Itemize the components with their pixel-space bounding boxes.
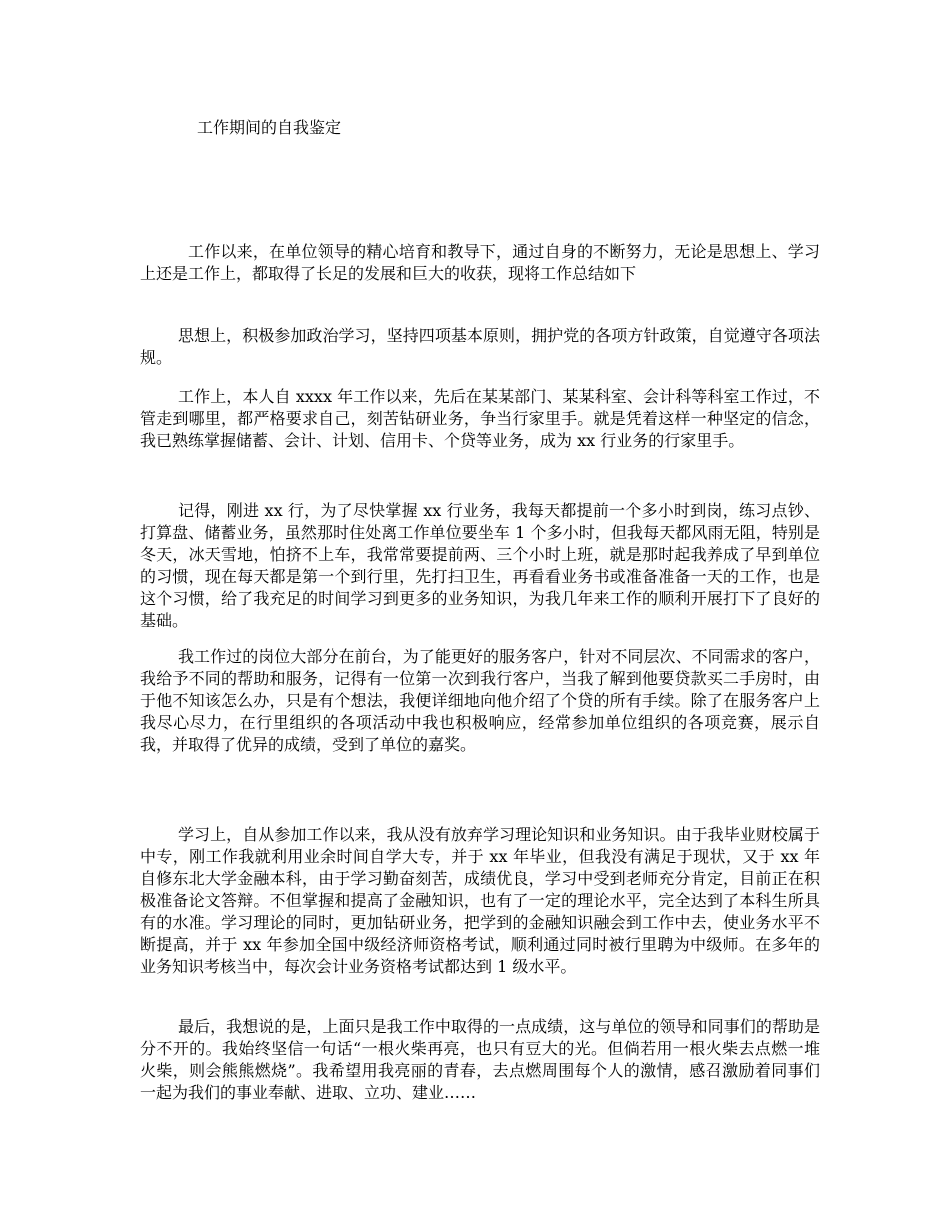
paragraph-memory: 记得，刚进 xx 行，为了尽快掌握 xx 行业务，我每天都提前一个多小时到岗，练习点钞、打算盘、储蓄业务，虽然那时住处离工作单位要坐车 1 个多小时，但我每天都风雨无阻，特别是冬天，冰天雪地，怕挤不上车，我常常要提前两、三个小时上班，就是那时起我养成了早到单位的习惯，现在每天都是第一个到行里，先打扫卫生，再看看业务书或准备准备一天的工作，也是这个习惯，给了我充足的时间学习到更多的业务知识，为我几年来工作的顺利开展打下了良好的基础。 xyxy=(140,501,820,630)
paragraph-service: 我工作过的岗位大部分在前台，为了能更好的服务客户，针对不同层次、不同需求的客户，我给予不同的帮助和服务，记得有一位第一次到我行客户，当我了解到他要贷款买二手房时，由于他不知该怎么办，只是有个想法，我便详细地向他介绍了个贷的所有手续。除了在服务客户上我尽心尽力，在行里组织的各项活动中我也积极响应，经常参加单位组织的各项竞赛，展示自我，并取得了优异的成绩，受到了单位的嘉奖。 xyxy=(140,647,820,754)
document-title: 工作期间的自我鉴定 xyxy=(197,118,342,137)
paragraph-thinking: 思想上，积极参加政治学习，坚持四项基本原则，拥护党的各项方针政策，自觉遵守各项法规。 xyxy=(140,326,820,367)
paragraph-study: 学习上，自从参加工作以来，我从没有放弃学习理论知识和业务知识。由于我毕业财校属于中专，刚工作我就利用业余时间自学大专，并于 xx 年毕业，但我没有满足于现状，又于 xx 年自修东北大学金融本科，由于学习勤奋刻苦，成绩优良，学习中受到老师充分肯定，目前正在积极准备论文答辩。不但掌握和提高了金融知识，也有了一定的理论水平，完全达到了本科生所具有的水准。学习理论的同时，更加钻研业务，把学到的金融知识融会到工作中去，使业务水平不断提高，并于 xx 年参加全国中级经济师资格考试，顺利通过同时被行里聘为中级师。在多年的业务知识考核当中，每次会计业务资格考试都达到 1 级水平。 xyxy=(140,825,820,976)
paragraph-work: 工作上，本人自 xxxx 年工作以来，先后在某某部门、某某科室、会计科等科室工作过，不管走到哪里，都严格要求自己，刻苦钻研业务，争当行家里手。就是凭着这样一种坚定的信念，我已熟练掌握储蓄、会计、计划、信用卡、个贷等业务，成为 xx 行业务的行家里手。 xyxy=(140,387,820,450)
paragraph-intro: 工作以来，在单位领导的精心培育和教导下，通过自身的不断努力，无论是思想上、学习上还是工作上，都取得了长足的发展和巨大的收获，现将工作总结如下 xyxy=(140,242,820,283)
paragraph-conclusion: 最后，我想说的是，上面只是我工作中取得的一点成绩，这与单位的领导和同事们的帮助是分不开的。我始终坚信一句话“一根火柴再亮，也只有豆大的光。但倘若用一根火柴去点燃一堆火柴，则会熊熊燃烧”。我希望用我亮丽的青春，去点燃周围每个人的激情，感召激励着同事们一起为我们的事业奉献、进取、立功、建业…… xyxy=(140,1017,820,1102)
